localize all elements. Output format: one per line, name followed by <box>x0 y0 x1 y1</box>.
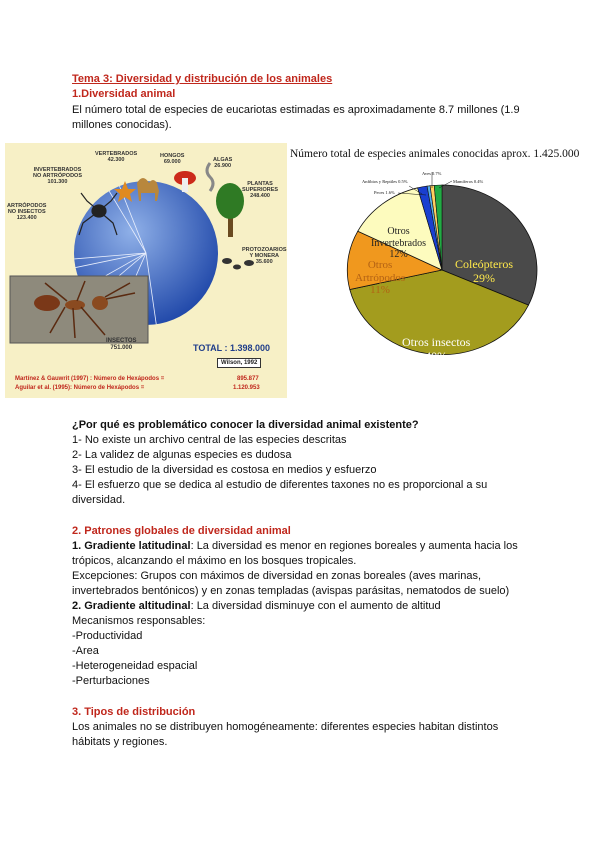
label-peces: Peces 1.6% <box>374 190 395 195</box>
label-mamiferos: Mamíferos 0.4% <box>453 179 484 184</box>
question-3: 3- El estudio de la diversidad es costosa en medios y esfuerzo <box>72 464 377 476</box>
label-invertebrados: INVERTEBRADOS NO ARTRÓPODOS 101.300 <box>33 167 82 185</box>
label-anfibios: Anfibios y Reptiles 0.5% <box>362 179 408 184</box>
section-2-title: 2. Patrones globales de diversidad animal <box>72 525 291 537</box>
tree-icon <box>216 183 244 237</box>
question-4-line-1: 4- El esfuerzo que se dedica al estudio de diferentes taxones no es proporcional a su <box>72 479 488 491</box>
label-aves: Aves 0.7% <box>422 171 442 176</box>
exceptions-line-1: Excepciones: Grupos con máximos de diversidad en zonas boreales (aves marinas, <box>72 570 482 582</box>
distribution-line-2: hábitats y regiones. <box>72 736 168 748</box>
label-vertebrados: VERTEBRADOS 42.300 <box>95 151 138 163</box>
questions-title: ¿Por qué es problemático conocer la diversidad animal existente? <box>72 419 419 431</box>
intro-line-1: El número total de especies de eucariotas estimadas es aproximadamente 8.7 millones (1.9 <box>72 104 520 116</box>
label-coleopteros: Coleópteros 29% <box>455 257 513 285</box>
mechanism-4: -Perturbaciones <box>72 675 150 687</box>
mechanisms-title: Mecanismos responsables: <box>72 615 206 627</box>
label-artropodos: ARTRÓPODOS NO INSECTOS 123.400 <box>7 203 47 221</box>
section-1-title: 1.Diversidad animal <box>72 88 176 100</box>
label-protozoarios: PROTOZOARIOS Y MONERA 35.600 <box>242 247 287 265</box>
distribution-line-1: Los animales no se distribuyen homogéneamente: diferentes especies habitan distintos <box>72 721 499 733</box>
section-3-title: 3. Tipos de distribución <box>72 706 196 718</box>
label-plantas: PLANTAS SUPERIORES 248.400 <box>242 181 279 199</box>
animal-species-figure <box>287 143 600 398</box>
label-hongos: HONGOS 69.000 <box>160 153 185 165</box>
label-otros-invertebrados: Otros Invertebrados 12% <box>371 226 426 260</box>
reference-1: Martínez & Gauwrit (1997) : Número de Hexápodos = 895.877 <box>15 376 259 382</box>
altitudinal-line: 2. Gradiente altitudinal: La diversidad disminuye con el aumento de altitud <box>72 600 441 612</box>
latitudinal-line-1: 1. Gradiente latitudinal: La diversidad es menor en regiones boreales y aumenta hacia los <box>72 540 518 552</box>
source-label: Wilson, 1992 <box>217 358 261 368</box>
label-insectos: INSECTOS 751.000 <box>106 338 137 351</box>
intro-line-2: millones conocidas). <box>72 119 172 131</box>
total-label: TOTAL : 1.398.000 <box>193 343 271 353</box>
mechanism-1: -Productividad <box>72 630 143 642</box>
question-2: 2- La validez de algunas especies es dudosa <box>72 449 292 461</box>
eukaryote-species-figure <box>5 143 287 398</box>
label-algas: ALGAS 26.900 <box>213 157 233 169</box>
topic-title: Tema 3: Diversidad y distribución de los animales <box>72 73 333 85</box>
animal-pie-title: Número total de especies animales conocidas aprox. 1.425.000 <box>290 148 580 160</box>
mechanism-3: -Heterogeneidad espacial <box>72 660 198 672</box>
mechanism-2: -Area <box>72 645 99 657</box>
question-4-line-2: diversidad. <box>72 494 126 506</box>
latitudinal-line-2: trópicos, alcanzando el máximo en los bosques tropicales. <box>72 555 357 567</box>
reference-2: Aguilar et al. (1995): Número de Hexápodos = 1.120.953 <box>15 385 260 391</box>
label-otros-artropodos: Otros Artrópodos 11% <box>355 259 406 297</box>
question-1: 1- No existe un archivo central de las especies descritas <box>72 434 347 446</box>
label-otros-insectos: Otros insectos 40% <box>402 335 471 363</box>
exceptions-line-2: invertebrados bentónicos) y en zonas templadas (avispas parásitas, nematodos de suelo) <box>72 585 510 597</box>
